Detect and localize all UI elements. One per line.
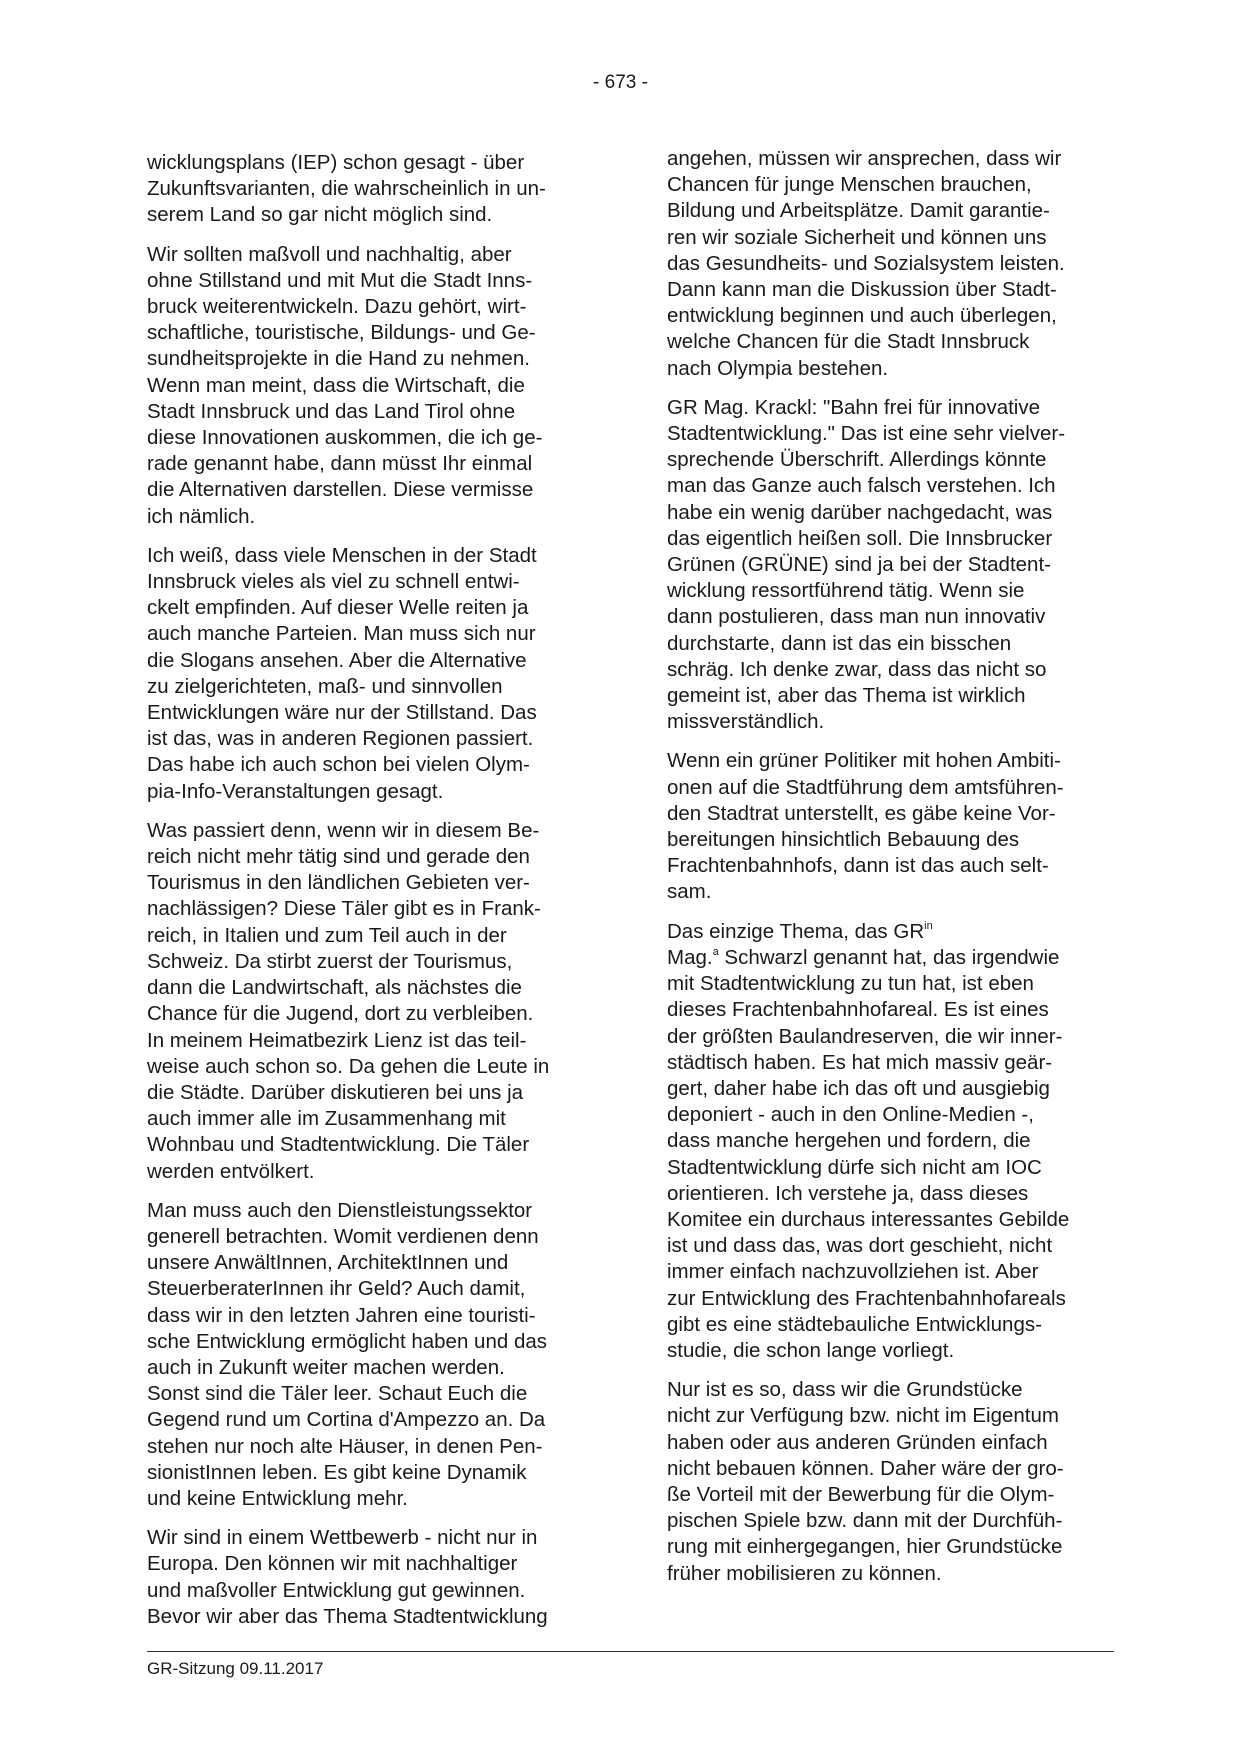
superscript-a: a [712,945,719,958]
footer-session-date: GR-Sitzung 09.11.2017 [147,1659,324,1678]
paragraph-rest: Schwarzl genannt hat, das irgendwie mit Stadtentwicklung zu tun hat, ist eben dieses Frachtenbahnhofareal. Es ist eines der größten Baulandreserven, die wir inner- städtisch haben. Es hat mich massiv geär- gert, daher habe ich das oft und ausgiebig deponiert - auch in den Online-Medien -, dass manche hergehen und fordern, die Stadtentwicklung dürfe sich nicht am IOC orientieren. Ich verstehe ja, dass dieses Komitee ein durchaus interessantes Gebilde ist und dass das, was dort geschieht, nicht immer einfach nachzuvollziehen ist. Aber zur Entwicklung des Frachtenbahnhofareals gibt es eine städtebauliche Entwicklungs- studie, die schon lange vorliegt. [667,945,1070,1362]
paragraph: Wir sollten maßvoll und nachhaltig, aber ohne Stillstand und mit Mut die Stadt Inns- bruck weiterentwickeln. Dazu gehört, wirt- schaftliche, touristische, Bildungs- und Ge- sundheitsprojekte in die Hand zu nehmen. Wenn man meint, dass die Wirtschaft, die Stadt Innsbruck und das Land Tirol ohne diese Innovationen auskommen, die ich ge- rade genannt habe, dann müsst Ihr einmal die Alternativen darstellen. Diese vermisse ich nämlich. [147,242,543,528]
paragraph: GR Mag. Krackl: "Bahn frei für innovative Stadtentwicklung." Das ist eine sehr vielver- sprechende Überschrift. Allerdings könnte man das Ganze auch falsch verstehen. Ich habe ein wenig darüber nachgedacht, was das eigentlich heißen soll. Die Innsbrucker Grünen (GRÜNE) sind ja bei der Stadtent- wicklung ressortführend tätig. Wenn sie dann postulieren, dass man nun innovativ durchstarte, dann ist das ein bisschen schräg. Ich denke zwar, dass das nicht so gemeint ist, aber das Thema ist wirklich missverständlich. [667,395,1066,734]
paragraph-krackl-schwarzl [667,919,1122,1364]
right-column [667,146,1122,1600]
footer-divider [147,1651,1114,1652]
paragraph: angehen, müssen wir ansprechen, dass wir Chancen für junge Menschen brauchen, Bildung und Arbeitsplätze. Damit garantie- ren wir soziale Sicherheit und können uns das Gesundheits- und Sozialsystem leisten. Dann kann man die Diskussion über Stadt- entwicklung beginnen und auch überlegen, welche Chancen für die Stadt Innsbruck nach Olympia bestehen. [667,147,1065,380]
paragraph: Was passiert denn, wenn wir in diesem Be- reich nicht mehr tätig sind und gerade den Tourismus in den ländlichen Gebieten ver- nachlässigen? Diese Täler gibt es in Frank- reich, in Italien und zum Teil auch in der Schweiz. Da stirbt zuerst der Tourismus, dann die Landwirtschaft, als nächstes die Chance für die Jugend, dort zu verbleiben. In meinem Heimatbezirk Lienz ist das teil- weise auch schon so. Da gehen die Leute in die Städte. Darüber diskutieren bei uns ja auch immer alle im Zusammenhang mit Wohnbau und Stadtentwicklung. Die Täler werden entvölkert. [147,818,550,1183]
paragraph: Ich weiß, dass viele Menschen in der Stadt Innsbruck vieles als viel zu schnell entwi- ckelt empfinden. Auf dieser Welle reiten ja auch manche Parteien. Man muss sich nur die Slogans ansehen. Aber die Alternative zu zielgerichteten, maß- und sinnvollen Entwicklungen wäre nur der Stillstand. Das ist das, was in anderen Regionen passiert. Das habe ich auch schon bei vielen Olym- pia-Info-Veranstaltungen gesagt. [147,543,537,803]
paragraph: wicklungsplans (IEP) schon gesagt - über Zukunftsvarianten, die wahrscheinlich in un- serem Land so gar nicht möglich sind. [147,151,546,227]
paragraph: Nur ist es so, dass wir die Grundstücke nicht zur Verfügung bzw. nicht im Eigentum haben oder aus anderen Gründen einfach nicht bebauen können. Daher wäre der gro- ße Vorteil mit der Bewerbung für die Olym- pischen Spiele bzw. dann mit der Durchfüh- rung mit einhergegangen, hier Grundstücke früher mobilisieren zu können. [667,1378,1064,1585]
paragraph: Wenn ein grüner Politiker mit hohen Ambiti- onen auf die Stadtführung dem amtsführen- den Stadtrat unterstellt, es gäbe keine Vor- bereitungen hinsichtlich Bebauung des Frachtenbahnhofs, dann ist das auch selt- sam. [667,749,1064,904]
paragraph-lead: Das einzige Thema, das GR [667,919,925,943]
paragraph: Wir sind in einem Wettbewerb - nicht nur in Europa. Den können wir mit nachhaltiger und maßvoller Entwicklung gut gewinnen. Bevor wir aber das Thema Stadtentwicklung [147,1526,548,1628]
page-number: - 673 - [593,72,648,93]
superscript-in: in [924,919,933,932]
left-column [147,150,602,1643]
title-mag: Mag. [667,945,713,969]
paragraph: Man muss auch den Dienstleistungssektor generell betrachten. Womit verdienen denn unsere AnwältInnen, ArchitektInnen und SteuerberaterInnen ihr Geld? Auch damit, dass wir in den letzten Jahren eine touristi- sche Entwicklung ermöglicht haben und das auch in Zukunft weiter machen werden. Sonst sind die Täler leer. Schaut Euch die Gegend rund um Cortina d'Ampezzo an. Da stehen nur noch alte Häuser, in denen Pen- sionistInnen leben. Es gibt keine Dynamik und keine Entwicklung mehr. [147,1198,547,1510]
